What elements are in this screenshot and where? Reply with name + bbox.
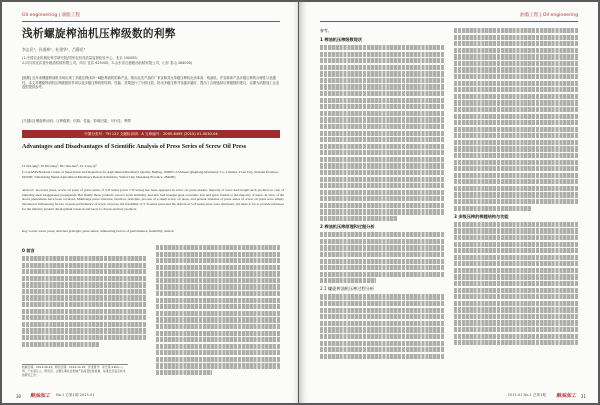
body-column-2 xyxy=(156,245,280,385)
classification-bar: 中图分类号：TH 122 文献标识码：A 文章编号：2095-6495 (2015) 01-0030-04 xyxy=(22,130,280,138)
footnote-text: 收稿日期：2014-08-29；修回日期：2014-10-20；作者简介：李志民(1963—)，男，广东湛江人，研究员，主要从事农业机械产品质量检验监督、标准化及鉴定技术的研究工作。 xyxy=(22,365,126,377)
abstract-cn: [摘要] 近年来螺旋榨油机市场出现了多级压榨(如5~8级)榨油机的新产品，推出此类产品的厂家宣称其比单级压榨机出油率高、残油低，并宣称该产品多级压榨的合理性与优越性。本文对螺旋榨油机压榨级数的作用以及多级压榨机的结构、性能、效果进行了分析比较，指出多级压榨并非越多越好，提出了合理选择压榨级数的建议，以期为油脂加工企业选型提供参考。 xyxy=(22,76,280,90)
article-title: 浅析螺旋榨油机压榨级数的利弊 xyxy=(22,28,176,40)
header-rule xyxy=(22,21,280,22)
section-intro-heading: 0 前言 xyxy=(22,248,35,253)
authors-cn: 李志民¹，孙道林²，杜建华²，吕静花³ xyxy=(22,47,86,52)
footnote xyxy=(22,364,128,378)
magazine-spread xyxy=(2,2,598,403)
affiliations-en: (1.CAAMS/National Center of Supervision and Inspection for Agricultural Machinery Quality, Beijing, 100083; 2.Sichuan Qingliang Machinery Co., Limited, Yi-an City, Sichuan Province, 625000; 3.Shandong Yantai Agricultural Machinery Research Institute, Yantai City, Shandong Province, 284000) xyxy=(22,170,279,179)
right-page xyxy=(300,2,598,403)
body-column-2 xyxy=(454,28,578,383)
journal-logo: 粮油加工 xyxy=(30,393,51,399)
abstract-en: Abstract: In recent years, screw oil press of press series of 5~8 series (even 7~8 series) has been appeared in screw oil press market, majority of users had bought such products in case of believing their exaggerated propaganda. But finally those products can not work normally, and also had brought great economic loss and great trouble to the majority of users. In view of the above phenomena have been occurred, Multistage press structure, function, principle, process of a small screw oil press, and present situation of press series of screw oil press were simply introduced. Influencing factors of press performance of screw oil press, the feasibility of 5~8 series press and the defects of 5~8 series press were discussed. All these is for to provide reference for the industry product development research and users to choose and buy products. xyxy=(22,188,284,211)
keywords-cn: [关键词] 螺旋榨油机；压榨级数；结构；性能；影响因素；可行性；利弊 xyxy=(22,119,131,123)
running-header: 油脂工程 | Oil engineering xyxy=(520,13,578,18)
affiliation-cn-1: (1.中国农业机械化科学研究院/国家农机具质量监督检验中心，北京 100083； xyxy=(22,56,141,60)
authors-en: LI Zhi-qing¹, SI Zhi-kang², DU Jian-hua², LV Long-qi³ xyxy=(22,164,97,168)
title-en: Advantages and Disadvantages of Scientific Analysis of Press Series of Screw Oil Press xyxy=(22,144,247,150)
journal-logo: 粮油加工 xyxy=(555,393,576,399)
section-1-heading: 1 榨油机压榨级数现状 xyxy=(320,37,363,42)
ref-text: 参考。 xyxy=(320,28,332,33)
issue-info: 2015.01 No.1 总第1期 xyxy=(507,393,546,397)
section-2-heading: 2 榨油机压榨原理和过程分析 xyxy=(320,224,375,230)
running-header: Oil engineering | 油脂工程 xyxy=(22,13,80,18)
section-2-1-heading: 2.1 螺旋榨油机压榨过程分析 xyxy=(320,286,375,292)
keywords-en: Key words: screw press; structure principle; press series; influencing factors of performance; feasibility; defects xyxy=(22,229,174,233)
spine-fold xyxy=(298,2,299,403)
page-number: 30 xyxy=(16,394,22,399)
issue-info: No.1 总第1期 2015.01 xyxy=(56,393,95,397)
affiliation-cn-2: 2.四川省宜宾普什粮油机械有限公司，四川 宜宾 625000；3.山东省白鹿粮油机械有限公司，山东 泰山 284000) xyxy=(22,61,193,65)
body-column-1 xyxy=(320,28,444,383)
body-column-1 xyxy=(22,245,146,359)
header-rule xyxy=(320,21,578,22)
page-number: 31 xyxy=(580,394,586,399)
section-3-heading: 3 多级压榨的榨膛结构与功能 xyxy=(454,213,509,219)
left-page xyxy=(2,2,300,403)
